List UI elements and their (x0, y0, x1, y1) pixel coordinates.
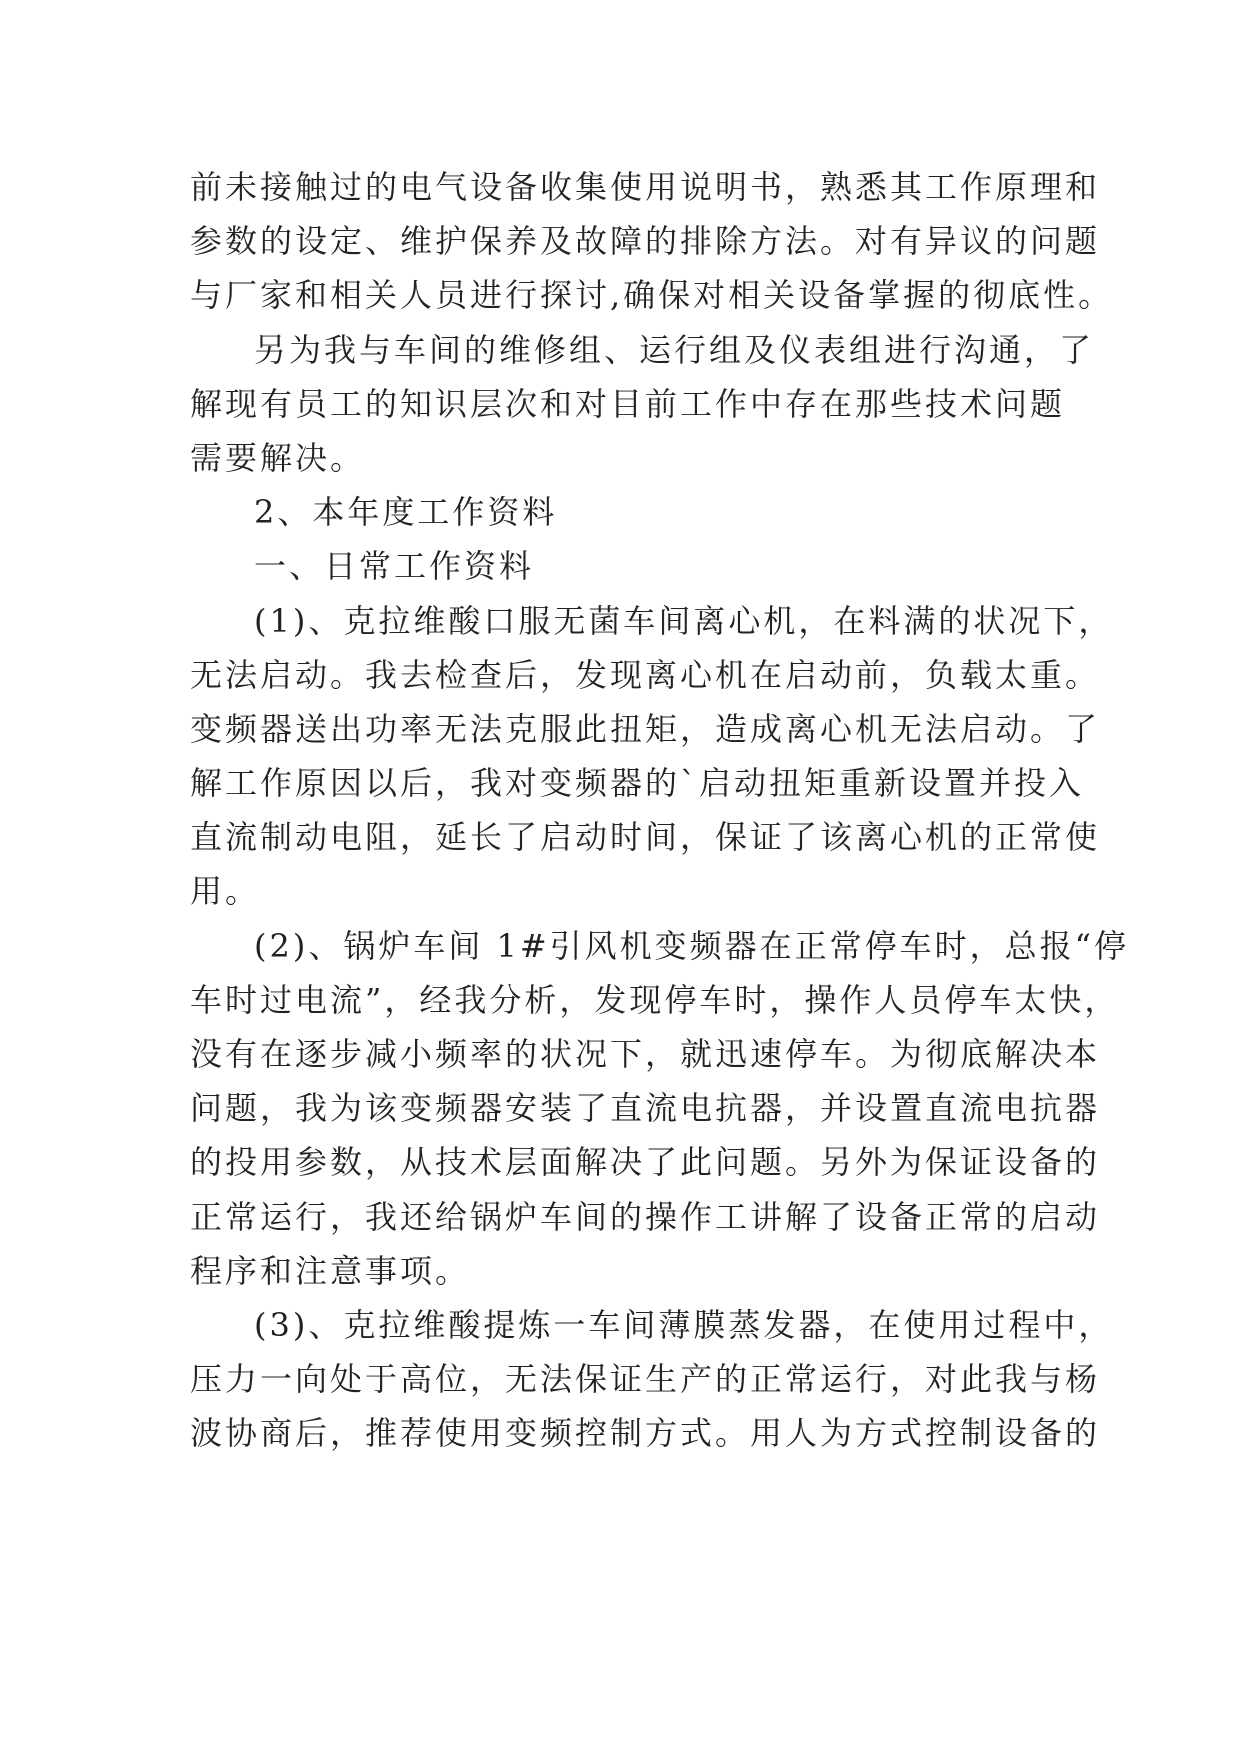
text-line: 直流制动电阻，延长了启动时间，保证了该离心机的正常使 (190, 818, 1101, 857)
text-line: 一、日常工作资料 (254, 547, 535, 586)
text-line: 前未接触过的电气设备收集使用说明书，熟悉其工作原理和 (190, 168, 1101, 206)
text-line: 参数的设定、维护保养及故障的排除方法。对有异议的问题 (190, 222, 1101, 261)
text-line: 程序和注意事项。 (190, 1251, 471, 1290)
text-line: 没有在逐步减小频率的状况下，就迅速停车。为彻底解决本 (190, 1035, 1101, 1073)
text-line: 波协商后，推荐使用变频控制方式。用人为方式控制设备的 (190, 1414, 1101, 1453)
text-line: 用。 (190, 872, 261, 911)
document-body (190, 160, 1130, 1461)
text-line: 变频器送出功率无法克服此扭矩，造成离心机无法启动。了 (190, 709, 1101, 748)
text-line: 解现有员工的知识层次和对目前工作中存在那些技术问题 (190, 384, 1066, 423)
text-line: (3)、克拉维酸提炼一车间薄膜蒸发器，在使用过程中， (254, 1305, 1114, 1344)
text-line: 正常运行，我还给锅炉车间的操作工讲解了设备正常的启动 (190, 1197, 1101, 1236)
text-line: 的投用参数，从技术层面解决了此问题。另外为保证设备的 (190, 1143, 1101, 1182)
text-line: 压力一向处于高位，无法保证生产的正常运行，对此我与杨 (190, 1360, 1101, 1399)
text-line: 车时过电流”，经我分析，发现停车时，操作人员停车太快， (190, 980, 1120, 1019)
text-line: 与厂家和相关人员进行探讨,确保对相关设备掌握的彻底性。 (190, 276, 1114, 315)
text-line: 需要解决。 (190, 438, 366, 477)
text-line: 问题，我为该变频器安装了直流电抗器，并设置直流电抗器 (190, 1089, 1101, 1128)
text-line: 解工作原因以后，我对变频器的`启动扭矩重新设置并投入 (190, 764, 1085, 803)
text-line: 另为我与车间的维修组、运行组及仪表组进行沟通，了 (254, 330, 1095, 369)
text-line: 无法启动。我去检查后，发现离心机在启动前，负载太重。 (190, 655, 1101, 694)
text-line: (2)、锅炉车间 1#引风机变频器在正常停车时，总报“停 (254, 926, 1130, 965)
text-line: (1)、克拉维酸口服无菌车间离心机，在料满的状况下， (254, 601, 1114, 640)
text-line: 2、本年度工作资料 (254, 493, 558, 532)
